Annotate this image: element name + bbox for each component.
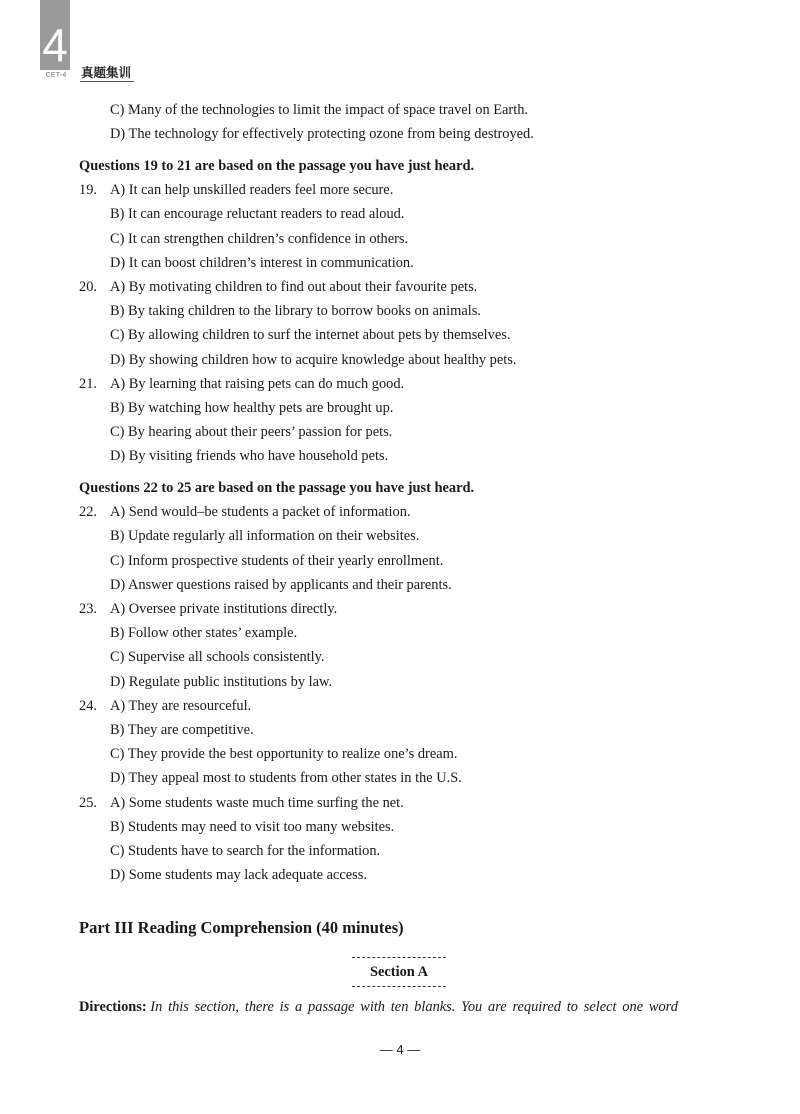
option-text: A) It can help unskilled readers feel more secure. [110,182,394,199]
option-text: A) Oversee private institutions directly. [110,601,338,617]
badge-code: CET-4 [45,72,67,79]
option-text: B) By watching how healthy pets are brought up. [110,399,394,416]
option-text: C) It can strengthen children’s confidence in others. [110,230,409,247]
directions-label: Directions: [79,999,147,1015]
directions [79,999,678,1016]
question-number: 19. [79,182,97,199]
option-text: D) By showing children how to acquire knowledge about healthy pets. [110,351,517,368]
part-title: Part III Reading Comprehension (40 minutes) [79,918,404,937]
option-text: A) Send would–be students a packet of information. [110,504,411,521]
page-number: — 4 — [379,1042,421,1057]
option-text: D) They appeal most to students from other states in the U.S. [110,770,462,787]
header-rule [80,81,134,82]
option-text: A) Some students waste much time surfing the net. [110,794,404,811]
section-label: Section A [352,957,446,987]
option-text: B) Update regularly all information on their websites. [110,528,420,545]
directions-text: In this section, there is a passage with ten blanks. You are required to select one word [150,999,678,1015]
header-title: 真题集训 [81,65,132,80]
question-number: 24. [79,697,97,714]
questions-heading: Questions 19 to 21 are based on the passage you have just heard. [79,157,475,174]
option-text: C) Supervise all schools consistently. [110,649,325,666]
option-text: A) By learning that raising pets can do much good. [110,375,405,392]
option-text: A) By motivating children to find out about their favourite pets. [110,278,478,295]
question-number: 20. [79,278,97,295]
badge-number: 4 [42,19,68,71]
question-number: 22. [79,504,97,521]
question-number: 21. [79,375,97,392]
option-text: D) The technology for effectively protecting ozone from being destroyed. [110,126,534,143]
option-text: B) Follow other states’ example. [110,625,298,642]
option-text: C) Inform prospective students of their yearly enrollment. [110,552,444,569]
option-text: C) By allowing children to surf the internet about pets by themselves. [110,327,511,344]
questions-heading: Questions 22 to 25 are based on the passage you have just heard. [79,480,475,496]
option-text: D) It can boost children’s interest in communication. [110,254,414,271]
option-text: B) They are competitive. [110,722,254,738]
question-number: 23. [79,601,97,617]
option-text: C) Many of the technologies to limit the impact of space travel on Earth. [110,102,529,118]
option-text: A) They are resourceful. [110,697,252,714]
option-text: B) Students may need to visit too many websites. [110,818,395,835]
question-number: 25. [79,794,97,811]
option-text: D) Regulate public institutions by law. [110,673,333,690]
option-text: C) They provide the best opportunity to realize one’s dream. [110,746,458,763]
option-text: D) Some students may lack adequate access. [110,867,367,884]
option-text: D) By visiting friends who have household pets. [110,448,389,465]
option-text: C) By hearing about their peers’ passion for pets. [110,424,393,441]
option-text: B) It can encourage reluctant readers to read aloud. [110,206,405,223]
option-text: D) Answer questions raised by applicants and their parents. [110,576,452,593]
option-text: B) By taking children to the library to borrow books on animals. [110,303,481,320]
option-text: C) Students have to search for the information. [110,843,381,859]
